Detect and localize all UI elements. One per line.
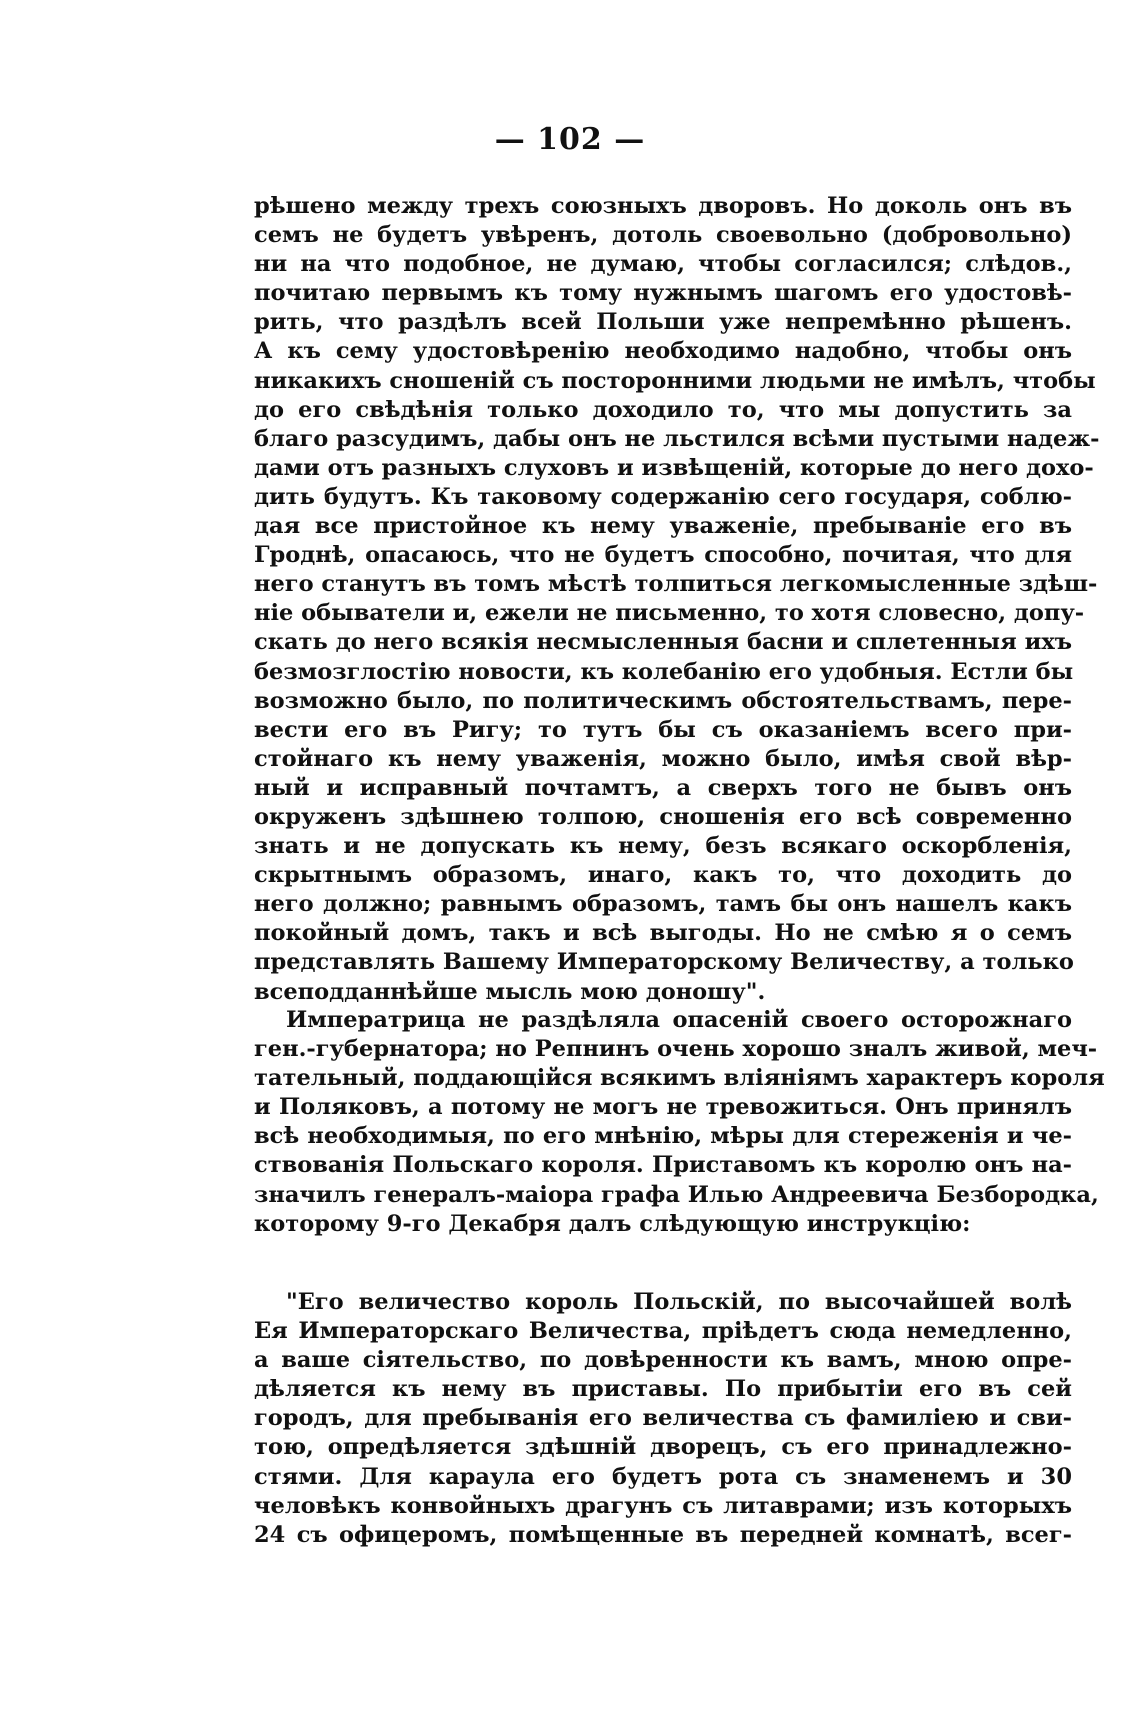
text-line: городъ, для пребыванія его величества съ фамиліею и сви- (254, 1405, 1072, 1432)
paragraph-2 (254, 1006, 1105, 1239)
text-line: скрытнымъ образомъ, инаго, какъ то, что доходить до (254, 862, 1072, 889)
text-line: тательный, поддающійся всякимъ вліяніямъ характеръ короля (254, 1065, 1105, 1092)
text-line: него станутъ въ томъ мѣстѣ толпиться легкомысленные здѣш- (254, 571, 1098, 598)
paragraph-1 (254, 192, 1100, 1007)
text-line: стойнаго къ нему уваженія, можно было, имѣя свой вѣр- (254, 745, 1072, 772)
text-line: стями. Для караула его будетъ рота съ знаменемъ и 30 (254, 1463, 1072, 1490)
text-line: всѣ необходимыя, по его мнѣнію, мѣры для стереженія и че- (254, 1123, 1072, 1150)
text-line: Императрица не раздѣляла опасеній своего осторожнаго (286, 1007, 1072, 1033)
paragraph-3 (254, 1288, 1072, 1550)
text-line: Ея Императорскаго Величества, пріѣдетъ сюда немедленно, (254, 1318, 1072, 1345)
text-line: ный и исправный почтамтъ, а сверхъ того не бывъ онъ (254, 774, 1072, 801)
page-number: — 102 — (494, 122, 646, 157)
text-line: почитаю первымъ къ тому нужнымъ шагомъ его удостовѣ- (254, 280, 1072, 307)
text-line: семъ не будетъ увѣренъ, дотоль своевольно (добровольно) (254, 222, 1072, 249)
text-line: человѣкъ конвойныхъ драгунъ съ литаврами; изъ которыхъ (254, 1492, 1072, 1519)
text-line: возможно было, по политическимъ обстоятельствамъ, пере- (254, 687, 1072, 714)
text-line: благо разсудимъ, дабы онъ не льстился всѣми пустыми надеж- (254, 425, 1100, 452)
text-line: а ваше сіятельство, по довѣренности къ вамъ, мною опре- (254, 1347, 1072, 1374)
text-line: всеподданнѣйше мысль мою доношу". (254, 978, 766, 1005)
text-line: 24 съ офицеромъ, помѣщенные въ передней комнатѣ, всег- (254, 1521, 1072, 1548)
text-line: и Поляковъ, а потому не могъ не тревожиться. Онъ принялъ (254, 1094, 1072, 1121)
text-line: ген.-губернатора; но Репнинъ очень хорошо зналъ живой, меч- (254, 1036, 1098, 1063)
text-line: окруженъ здѣшнею толпою, сношенія его всѣ современно (254, 803, 1072, 830)
text-line: рить, что раздѣлъ всей Польши уже непремѣнно рѣшенъ. (254, 309, 1072, 336)
text-line: тою, опредѣляется здѣшній дворецъ, съ его принадлежно- (254, 1434, 1072, 1461)
text-line: дить будутъ. Къ таковому содержанію сего государя, соблю- (254, 483, 1072, 510)
text-line: ніе обыватели и, ежели не письменно, то хотя словесно, допу- (254, 600, 1085, 627)
text-line: покойный домъ, такъ и всѣ выгоды. Но не смѣю я о семъ (254, 920, 1072, 947)
text-line: скать до него всякія несмысленныя басни и сплетенныя ихъ (254, 629, 1072, 656)
text-line: ни на что подобное, не думаю, чтобы согласился; слѣдов., (254, 251, 1072, 278)
text-line: дѣляется къ нему въ приставы. По прибытіи его въ сей (254, 1376, 1072, 1403)
text-line: знать и не допускать къ нему, безъ всякаго оскорбленія, (254, 833, 1072, 860)
text-line: представлять Вашему Императорскому Величеству, а только (254, 949, 1074, 976)
text-line: рѣшено между трехъ союзныхъ дворовъ. Но доколь онъ въ (254, 193, 1072, 219)
text-line: Гроднѣ, опасаюсь, что не будетъ способно, почитая, что для (254, 542, 1072, 569)
text-line: которому 9-го Декабря далъ слѣдующую инструкцію: (254, 1210, 971, 1237)
text-line: значилъ генералъ-маіора графа Илью Андреевича Безбородка, (254, 1181, 1099, 1208)
text-line: до его свѣдѣнія только доходило то, что мы допустить за (254, 396, 1072, 423)
text-line: никакихъ сношеній съ посторонними людьми не имѣлъ, чтобы (254, 367, 1096, 394)
text-line: вести его въ Ригу; то тутъ бы съ оказаніемъ всего при- (254, 716, 1072, 743)
text-line: дами отъ разныхъ слуховъ и извѣщеній, которые до него дохо- (254, 454, 1094, 481)
text-line: него должно; равнымъ образомъ, тамъ бы онъ нашелъ какъ (254, 891, 1072, 918)
text-line: "Его величество король Польскій, по высочайшей волѣ (286, 1289, 1072, 1315)
text-line: дая все пристойное къ нему уваженіе, пребываніе его въ (254, 513, 1072, 540)
text-line: ствованія Польскаго короля. Приставомъ къ королю онъ на- (254, 1152, 1072, 1179)
text-line: безмозглостію новости, къ колебанію его удобныя. Естли бы (254, 658, 1074, 685)
text-line: А къ сему удостовѣренію необходимо надобно, чтобы онъ (254, 338, 1072, 365)
